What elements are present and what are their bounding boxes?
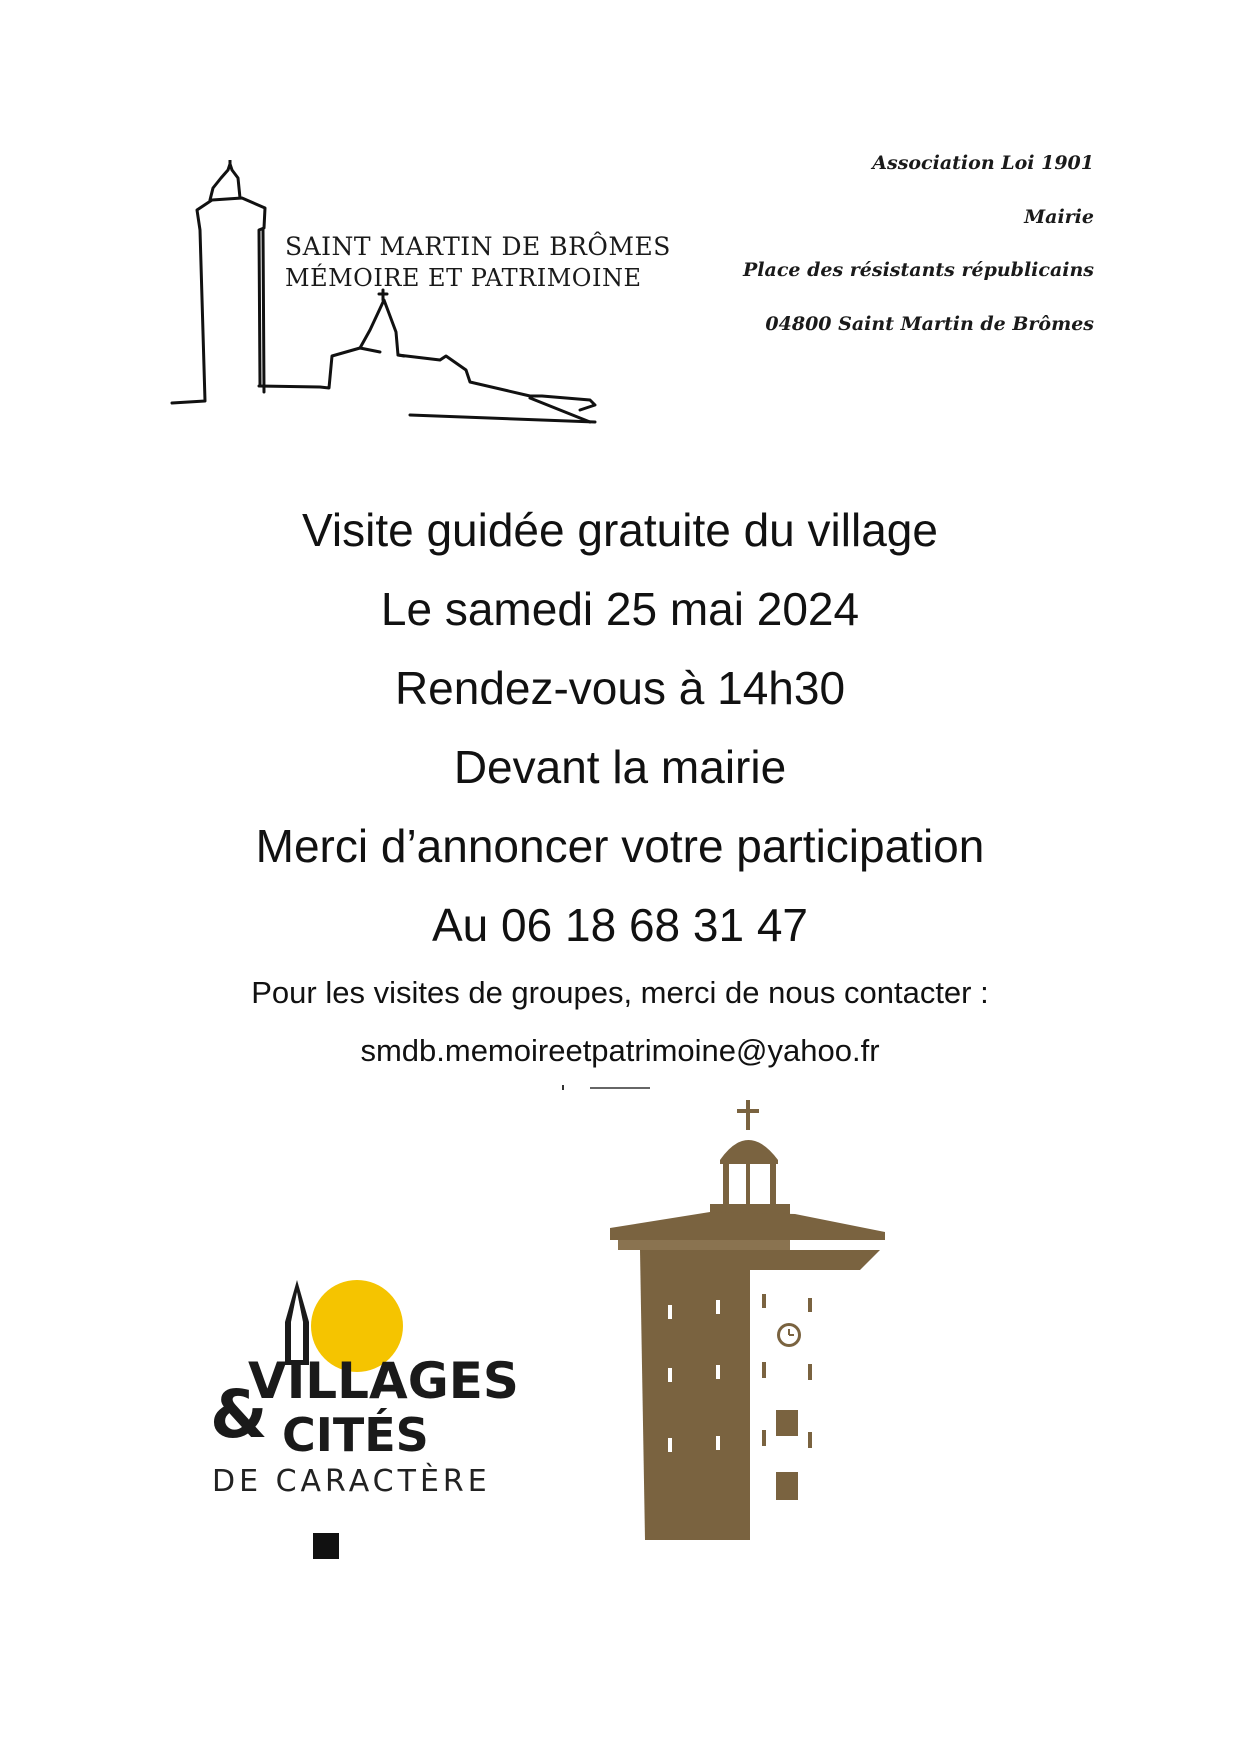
event-title: Visite guidée gratuite du village (302, 504, 938, 556)
groups-note: Pour les visites de groupes, merci de nous contacter : (251, 975, 989, 1010)
association-logo-title: SAINT MARTIN DE BRÔMES (285, 232, 671, 261)
caractere-tagline: DE CARACTÈRE (212, 1464, 491, 1499)
association-status: Association Loi 1901 (872, 152, 1094, 174)
print-artifact (560, 1083, 670, 1091)
tower-sketch-icon (170, 160, 600, 430)
event-time: Rendez-vous à 14h30 (394, 662, 846, 714)
ampersand-mark: & (210, 1376, 268, 1453)
rsvp-note: Merci d’annoncer votre participation (255, 820, 985, 872)
address-mairie: Mairie (1024, 206, 1094, 228)
address-street: Place des résistants républicains (743, 259, 1094, 281)
address-city: 04800 Saint Martin de Brômes (765, 313, 1094, 335)
contact-email: smdb.memoireetpatrimoine@yahoo.fr (360, 1033, 880, 1068)
association-logo-subtitle: MÉMOIRE ET PATRIMOINE (285, 264, 642, 292)
villages-word: VILLAGES (248, 1352, 519, 1410)
event-date: Le samedi 25 mai 2024 (380, 583, 860, 635)
clock-tower-icon (610, 1100, 895, 1560)
event-place: Devant la mairie (453, 741, 787, 793)
phone-number: Au 06 18 68 31 47 (432, 899, 808, 951)
cites-word: CITÉS (282, 1408, 429, 1462)
